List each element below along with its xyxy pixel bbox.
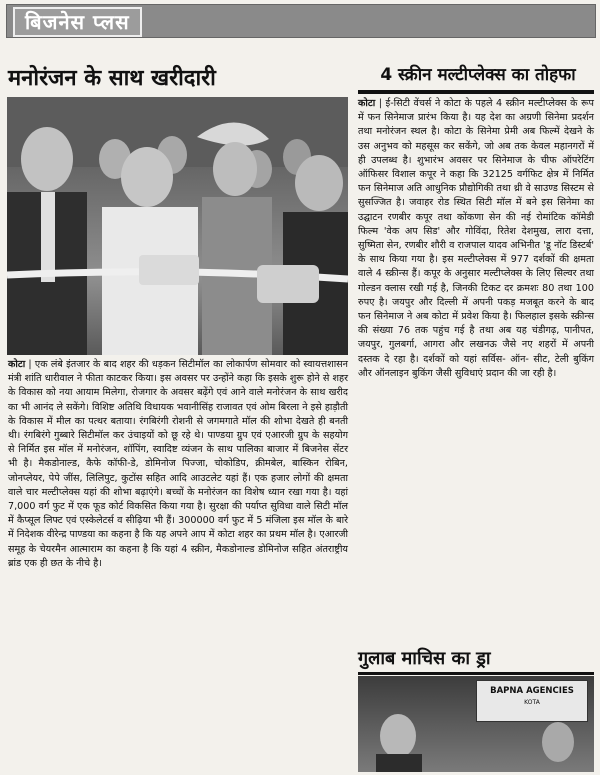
right-story-text: ई-सिटी वेंचर्स ने कोटा के पहले 4 स्क्रीन मल्टीप्लेक्स के रूप में फन सिनेमाज प्रारंभ किया है। यह देश का अग्रणी सिनेमा प्रदर्शन तथा मनोरंजन स्थल है। कोटा के सिनेमा प्रेमी अब फिल्में देखने के उस अनुभव को महसूस कर सकेंगे, जो अब तक केवल महानगरों में ही उपलब्ध है। शुभारंभ अवसर पर सिनेमाज के चीफ ऑपरेटिंग ऑफिसर विशाल कपूर ने कहा कि 32125 वर्गफिट क्षेत्र में निर्मित फन सिनेमाज अति आधुनिक प्रौद्योगिकी तथा थ्री वे साउण्ड सिस्टम से सुसज्जित है। जवाहर रोड स्थित सिटी मॉल में बने इस सिनेमा का उद्घाटन रणबीर कपूर तथा कोंकणा सेन की नई रोमांटिक कॉमेडी फिल्म 'वेक अप सिड' और गोविंदा, रितेश देशमुख, लारा दत्ता, सुष्मिता सेन, रणबीर शौरी व राजपाल यादव अभिनीत 'डू नॉट डिस्टर्ब' के साथ किया गया है। इस मल्टीप्लेक्स में 977 दर्शकों की क्षमता वाले 4 स्क्रीन्स हैं। कपूर के अनुसार मल्टीप्लेक्स के लिए सिल्वर तथा गोल्डन क्लास रखी गई है, जिनकी टिकट दर क्रमशः 80 तथा 100 रुपए है। जयपुर और दिल्ली में अपनी पकड़ मजबूत करने के बाद फन सिनेमाज ने अब कोटा में प्रवेश किया है। फिलहाल इसके स्क्रीन्स की संख्या 76 तक पहुंच गई है तथा अब यह चंडीगढ़, पानीपत, जयपुर, गुलबर्गा, आगरा और लखनऊ जैसे नए शहरों में अपनी दस्तक दे रहा है। दर्शकों को यहां सर्विस- ऑन- सीट, टेली बुकिंग और ऑनलाइन बुकिंग जैसी सुविधाएं प्रदान की जा रही है। bbox=[358, 98, 594, 379]
left-story-text: एक लंबे इंतजार के बाद शहर की धड़कन सिटीमॉल का लोकार्पण सोमवार को स्वायत्तशासन मंत्री शांति धारीवाल ने फीता काटकर किया। इस अवसर पर उन्होंने कहा कि इसके शुरू होने से शहर के विकास को नया आयाम मिलेगा, रोजगार के अवसर बढ़ेंगे एवं आने वाले मनोरंजन के साथ खरीद का भी आनंद ले सकेंगे। विशिष्ट अतिथि विधायक भवानीसिंह राजावत एवं ओम बिरला ने इसे हाड़ौती के विकास में मील का पत्थर बताया। रंगबिरंगी रोशनी से जगमगाते मॉल की शोभा देखते ही बनती थी। रंगबिरंगे गुब्बारे सिटीमॉल कर उंचाइयों को छू रहे थे। पाण्डया ग्रुप एवं एआरजी ग्रुप के सहयोग से निर्मित इस मॉल में मनोरंजन, शॉपिंग, स्वादिष्ट व्यंजन के साथ पालिका बाजार में बिजनेस सेंटर भी है। मैकडोनाल्ड, कैफे कॉफी-डे, डोमिनोज पिज्जा, चोकोडिप, क्रीमबेल, बास्किन रोबिन, जोनप्लेयर, पेपे जींस, लिलिपुट, कुटोंस सहित आदि आउटलेट यहां हैं। एक हजार लोगों की क्षमता वाले चार मल्टीप्लेक्स यहां की शोभा बढ़ाएंगे। बच्चों के मनोरंजन का विशेष ध्यान रखा गया है। यहां 7,000 वर्ग फुट में एक फूड कोर्ट विकसित किया गया है। सुरक्षा की पर्याप्त सुविधा वाले सिटी मॉल में कैप्सूल लिफ्ट एवं एस्केलेटर्स व सीढ़िया भी हैं। 300000 वर्ग फुट में 5 मंजिला इस मॉल के बारे में निदेशक वीरेन्द्र पाण्डया का कहना है कि यह अपने आप में कोटा शहर का प्रथम मॉल है। एआरजी समूह के चेयरमैन आत्माराम का कहना है कि यहां 4 स्क्रीन, मैकडोनाल्ड डोमिनोज सहित अंतराष्ट्रीय ब्रांड एक ही छत के नीचे है। bbox=[8, 359, 348, 569]
right-dateline: कोटा bbox=[358, 98, 376, 109]
right-story-paragraph: कोटा | ई-सिटी वेंचर्स ने कोटा के पहले 4 स्क्रीन मल्टीप्लेक्स के रूप में फन सिनेमाज प्रारंभ किया है। यह देश का अग्रणी सिनेमा प्रदर्शन तथा मनोरंजन स्थल है। कोटा के सिनेमा प्रेमी अब फिल्में देखने के उस अनुभव को महसूस कर सकेंगे, जो अब तक केवल महानगरों में ही उपलब्ध है। शुभारंभ अवसर पर सिनेमाज के चीफ ऑपरेटिंग ऑफिसर विशाल कपूर ने कहा कि 32125 वर्गफिट क्षेत्र में निर्मित फन सिनेमाज अति आधुनिक प्रौद्योगिकी तथा थ्री वे साउण्ड सिस्टम से सुसज्जित है। जवाहर रोड स्थित सिटी मॉल में बने इस सिनेमा का उद्घाटन रणबीर कपूर तथा कोंकणा सेन की नई रोमांटिक कॉमेडी फिल्म 'वेक अप सिड' और गोविंदा, रितेश देशमुख, लारा दत्ता, सुष्मिता सेन, रणबीर शौरी व राजपाल यादव अभिनीत 'डू नॉट डिस्टर्ब' के साथ किया गया है। इस मल्टीप्लेक्स में 977 दर्शकों की क्षमता वाले 4 स्क्रीन्स हैं। कपूर के अनुसार मल्टीप्लेक्स के लिए सिल्वर तथा गोल्डन क्लास रखी गई है, जिनकी टिकट दर क्रमशः 80 तथा 100 रुपए है। जयपुर और दिल्ली में अपनी पकड़ मजबूत करने के बाद फन सिनेमाज ने अब कोटा में प्रवेश किया है। फिलहाल इसके स्क्रीन्स की संख्या 76 तक पहुंच गई है तथा अब यह चंडीगढ़, पानीपत, जयपुर, गुलबर्गा, आगरा और लखनऊ जैसे नए शहरों में अपनी दस्तक दे रहा है। दर्शकों को यहां सर्विस- ऑन- सीट, टेली बुकिंग और ऑनलाइन बुकिंग जैसी सुविधाएं प्रदान की जा रही है। bbox=[358, 98, 594, 379]
bottom-headline: गुलाब माचिस का ड्रा bbox=[358, 646, 594, 675]
agency-sign bbox=[476, 680, 588, 722]
section-banner bbox=[6, 4, 596, 38]
headline-rule bbox=[358, 90, 594, 94]
agency-sign-city: KOTA bbox=[524, 699, 540, 706]
left-story-body bbox=[8, 358, 348, 571]
lucky-draw-photo bbox=[358, 676, 594, 772]
headline-right: 4 स्क्रीन मल्टीप्लेक्स का तोहफा bbox=[380, 65, 576, 85]
ribbon-cutting-photo bbox=[7, 97, 348, 355]
section-label: बिजनेस प्लस bbox=[13, 7, 142, 37]
agency-sign-name: BAPNA AGENCIES bbox=[490, 686, 574, 696]
left-dateline: कोटा bbox=[8, 359, 26, 370]
headline-left: मनोरंजन के साथ खरीदारी bbox=[8, 66, 216, 91]
right-story-body bbox=[358, 97, 594, 381]
left-story-paragraph: कोटा | एक लंबे इंतजार के बाद शहर की धड़कन सिटीमॉल का लोकार्पण सोमवार को स्वायत्तशासन मंत्री शांति धारीवाल ने फीता काटकर किया। इस अवसर पर उन्होंने कहा कि इसके शुरू होने से शहर के विकास को नया आयाम मिलेगा, रोजगार के अवसर बढ़ेंगे एवं आने वाले मनोरंजन के साथ खरीद का भी आनंद ले सकेंगे। विशिष्ट अतिथि विधायक भवानीसिंह राजावत एवं ओम बिरला ने इसे हाड़ौती के विकास में मील का पत्थर बताया। रंगबिरंगी रोशनी से जगमगाते मॉल की शोभा देखते ही बनती थी। रंगबिरंगे गुब्बारे सिटीमॉल कर उंचाइयों को छू रहे थे। पाण्डया ग्रुप एवं एआरजी ग्रुप के सहयोग से निर्मित इस मॉल में मनोरंजन, शॉपिंग, स्वादिष्ट व्यंजन के साथ पालिका बाजार में बिजनेस सेंटर भी है। मैकडोनाल्ड, कैफे कॉफी-डे, डोमिनोज पिज्जा, चोकोडिप, क्रीमबेल, बास्किन रोबिन, जोनप्लेयर, पेपे जींस, लिलिपुट, कुटोंस सहित आदि आउटलेट यहां हैं। एक हजार लोगों की क्षमता वाले चार मल्टीप्लेक्स यहां की शोभा बढ़ाएंगे। बच्चों के मनोरंजन का विशेष ध्यान रखा गया है। यहां 7,000 वर्ग फुट में एक फूड कोर्ट विकसित किया गया है। सुरक्षा की पर्याप्त सुविधा वाले सिटी मॉल में कैप्सूल लिफ्ट एवं एस्केलेटर्स व सीढ़िया भी हैं। 300000 वर्ग फुट में 5 मंजिला इस मॉल के बारे में निदेशक वीरेन्द्र पाण्डया का कहना है कि यह अपने आप में कोटा शहर का प्रथम मॉल है। एआरजी समूह के चेयरमैन आत्माराम का कहना है कि यहां 4 स्क्रीन, मैकडोनाल्ड डोमिनोज सहित अंतराष्ट्रीय ब्रांड एक ही छत के नीचे है। bbox=[8, 359, 348, 569]
